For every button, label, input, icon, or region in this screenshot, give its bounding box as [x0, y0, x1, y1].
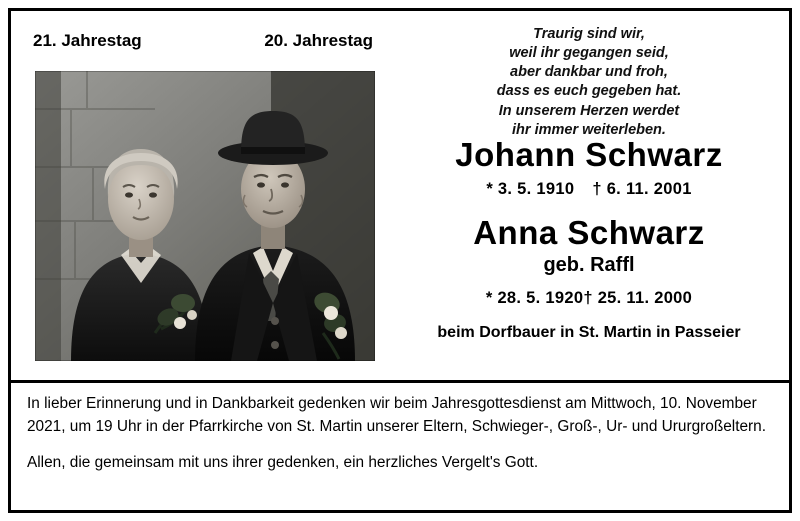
death-date-anna: † 25. 11. 2000	[583, 289, 693, 308]
poem-line-6: ihr immer weiterleben.	[512, 121, 666, 138]
anniversary-label-right: 20. Jahrestag	[264, 31, 373, 50]
residence-place: beim Dorfbauer in St. Martin in Passeier	[437, 324, 741, 342]
person-name-johann: Johann Schwarz	[455, 136, 723, 173]
memorial-paragraph-2: Allen, die gemeinsam mit uns ihrer gedenken, ein herzliches Vergelt's Gott.	[27, 454, 539, 472]
anniversary-label-left: 21. Jahrestag	[33, 31, 142, 50]
poem-line-5: In unserem Herzen werdet	[498, 102, 680, 119]
top-section	[11, 11, 789, 379]
person-maiden-name-anna: geb. Raffl	[543, 254, 635, 277]
person-dates-johann	[393, 180, 785, 199]
memorial-paragraph-1: In lieber Erinnerung und in Dankbarkeit gedenken wir beim Jahresgottesdienst am Mittwoch, 10. November 2021, um 19 Uhr in der Pfarrkirche von St. Martin unserer Eltern, Schwieger-, Groß-, Ur- und Ururgroßeltern.	[27, 395, 767, 435]
portrait-photo	[35, 71, 375, 361]
birth-date-anna: * 28. 5. 1920	[485, 289, 584, 308]
poem-line-1: Traurig sind wir,	[533, 26, 645, 42]
person-dates-anna	[393, 289, 785, 308]
anniversary-row	[33, 31, 373, 51]
bottom-section	[27, 393, 779, 475]
poem-line-2: weil ihr gegangen seid,	[509, 45, 669, 62]
poem-line-3: aber dankbar und froh,	[510, 64, 668, 81]
poem-line-4: dass es euch gegeben hat.	[496, 83, 682, 100]
death-date-johann: † 6. 11. 2001	[592, 179, 692, 198]
deceased-names-block	[393, 137, 785, 342]
person-name-anna: Anna Schwarz	[473, 213, 705, 251]
birth-date-johann: * 3. 5. 1910	[486, 179, 575, 198]
poem-text	[401, 25, 777, 140]
horizontal-divider	[11, 380, 789, 383]
notice-content	[11, 11, 789, 510]
photo-image	[35, 71, 375, 361]
